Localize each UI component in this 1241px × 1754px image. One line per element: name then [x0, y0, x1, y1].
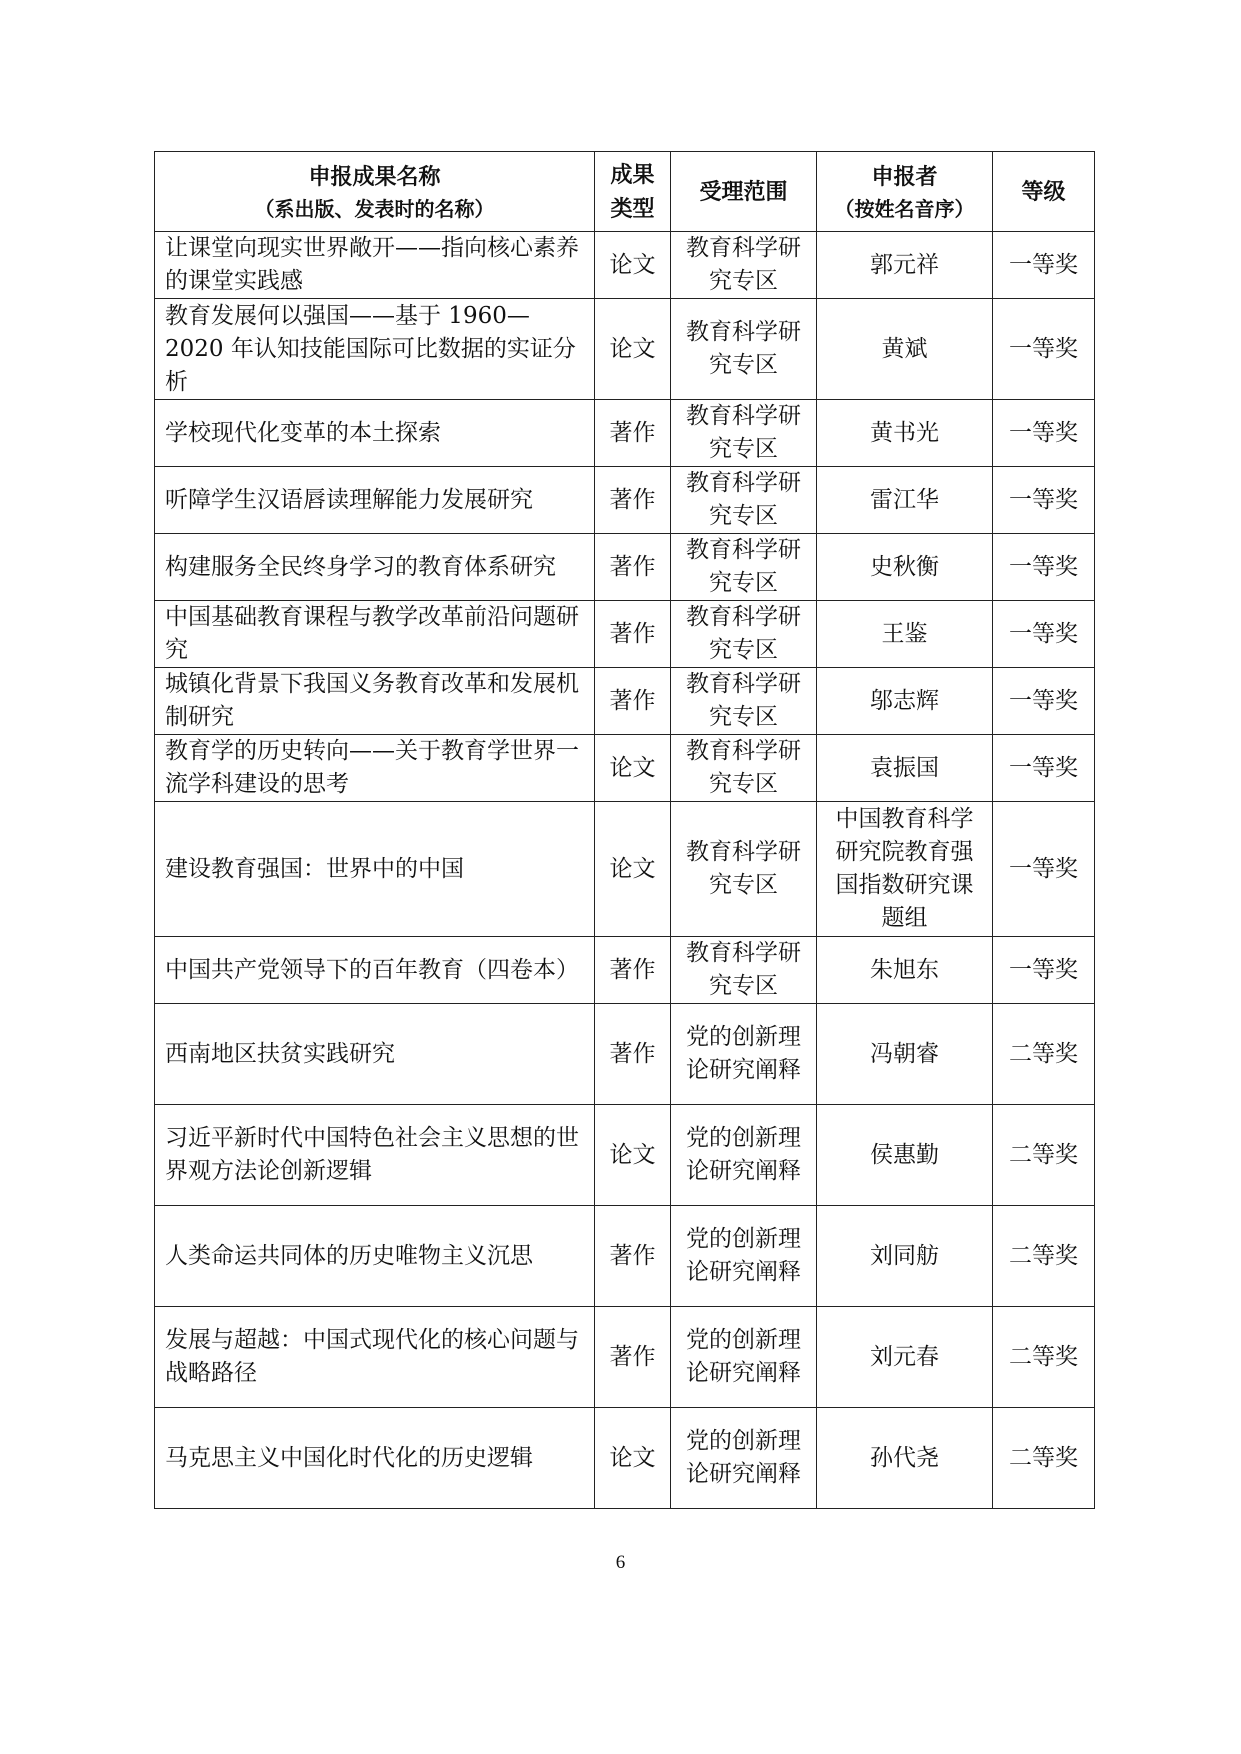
- header-type: [595, 152, 671, 232]
- acceptance-scope: 教育科学研究专区: [671, 467, 817, 534]
- applicant-name: 郭元祥: [817, 232, 993, 299]
- table-row: [155, 1408, 1095, 1509]
- result-type: 著作: [595, 400, 671, 467]
- table-row: [155, 802, 1095, 937]
- result-title: 发展与超越：中国式现代化的核心问题与战略路径: [155, 1307, 595, 1408]
- award-grade: 二等奖: [993, 1206, 1095, 1307]
- result-title: 人类命运共同体的历史唯物主义沉思: [155, 1206, 595, 1307]
- result-type: 论文: [595, 1105, 671, 1206]
- award-grade: 一等奖: [993, 937, 1095, 1004]
- applicant-name: 冯朝睿: [817, 1004, 993, 1105]
- applicant-name: 朱旭东: [817, 937, 993, 1004]
- award-grade: 一等奖: [993, 668, 1095, 735]
- result-type: 论文: [595, 802, 671, 937]
- table-row: [155, 1206, 1095, 1307]
- acceptance-scope: 教育科学研究专区: [671, 668, 817, 735]
- table-row: [155, 400, 1095, 467]
- award-grade: 一等奖: [993, 467, 1095, 534]
- award-grade: 一等奖: [993, 400, 1095, 467]
- header-title: [155, 152, 595, 232]
- result-title: 听障学生汉语唇读理解能力发展研究: [155, 467, 595, 534]
- result-title: 中国基础教育课程与教学改革前沿问题研究: [155, 601, 595, 668]
- table-row: [155, 601, 1095, 668]
- award-grade: 一等奖: [993, 601, 1095, 668]
- acceptance-scope: 教育科学研究专区: [671, 232, 817, 299]
- acceptance-scope: 教育科学研究专区: [671, 400, 817, 467]
- applicant-name: 黄斌: [817, 299, 993, 400]
- result-type: 论文: [595, 299, 671, 400]
- result-type: 著作: [595, 534, 671, 601]
- applicant-name: 孙代尧: [817, 1408, 993, 1509]
- header-applicant-main: 申报者: [871, 163, 938, 190]
- result-type: 论文: [595, 1408, 671, 1509]
- applicant-name: 中国教育科学研究院教育强国指数研究课题组: [817, 802, 993, 937]
- applicant-name: 刘同舫: [817, 1206, 993, 1307]
- result-title: 教育发展何以强国——基于 1960—2020 年认知技能国际可比数据的实证分析: [155, 299, 595, 400]
- table-row: [155, 1004, 1095, 1105]
- result-type: 著作: [595, 1206, 671, 1307]
- table-row: [155, 668, 1095, 735]
- award-grade: 二等奖: [993, 1408, 1095, 1509]
- result-title: 西南地区扶贫实践研究: [155, 1004, 595, 1105]
- result-type: 著作: [595, 668, 671, 735]
- result-title: 构建服务全民终身学习的教育体系研究: [155, 534, 595, 601]
- result-title: 建设教育强国：世界中的中国: [155, 802, 595, 937]
- applicant-name: 侯惠勤: [817, 1105, 993, 1206]
- award-grade: 一等奖: [993, 232, 1095, 299]
- page-number: 6: [615, 1552, 626, 1573]
- applicant-name: 邬志辉: [817, 668, 993, 735]
- result-title: 城镇化背景下我国义务教育改革和发展机制研究: [155, 668, 595, 735]
- awards-table: [154, 151, 1095, 1509]
- acceptance-scope: 教育科学研究专区: [671, 802, 817, 937]
- table-header-row: [155, 152, 1095, 232]
- acceptance-scope: 党的创新理论研究阐释: [671, 1105, 817, 1206]
- award-grade: 一等奖: [993, 802, 1095, 937]
- result-type: 著作: [595, 1004, 671, 1105]
- header-applicant-sub: （按姓名音序）: [834, 196, 975, 221]
- award-grade: 二等奖: [993, 1004, 1095, 1105]
- result-type: 论文: [595, 232, 671, 299]
- acceptance-scope: 教育科学研究专区: [671, 299, 817, 400]
- award-grade: 二等奖: [993, 1307, 1095, 1408]
- applicant-name: 雷江华: [817, 467, 993, 534]
- table-row: [155, 1307, 1095, 1408]
- result-title: 中国共产党领导下的百年教育（四卷本）: [155, 937, 595, 1004]
- header-type-line2: 类型: [610, 195, 655, 222]
- result-type: 著作: [595, 601, 671, 668]
- award-grade: 一等奖: [993, 735, 1095, 802]
- table-row: [155, 232, 1095, 299]
- applicant-name: 袁振国: [817, 735, 993, 802]
- result-type: 著作: [595, 937, 671, 1004]
- applicant-name: 刘元春: [817, 1307, 993, 1408]
- acceptance-scope: 党的创新理论研究阐释: [671, 1206, 817, 1307]
- result-type: 论文: [595, 735, 671, 802]
- award-grade: 二等奖: [993, 1105, 1095, 1206]
- table-row: [155, 467, 1095, 534]
- acceptance-scope: 教育科学研究专区: [671, 735, 817, 802]
- table-row: [155, 299, 1095, 400]
- table-row: [155, 937, 1095, 1004]
- result-title: 学校现代化变革的本土探索: [155, 400, 595, 467]
- table-row: [155, 735, 1095, 802]
- table-row: [155, 1105, 1095, 1206]
- acceptance-scope: 教育科学研究专区: [671, 601, 817, 668]
- applicant-name: 王鉴: [817, 601, 993, 668]
- award-grade: 一等奖: [993, 299, 1095, 400]
- header-title-main: 申报成果名称: [308, 163, 441, 190]
- header-title-sub: （系出版、发表时的名称）: [254, 196, 495, 221]
- header-scope: 受理范围: [671, 152, 817, 232]
- header-type-line1: 成果: [610, 161, 655, 188]
- result-type: 著作: [595, 1307, 671, 1408]
- result-title: 习近平新时代中国特色社会主义思想的世界观方法论创新逻辑: [155, 1105, 595, 1206]
- header-grade: 等级: [993, 152, 1095, 232]
- header-applicant: [817, 152, 993, 232]
- result-title: 马克思主义中国化时代化的历史逻辑: [155, 1408, 595, 1509]
- result-type: 著作: [595, 467, 671, 534]
- applicant-name: 史秋衡: [817, 534, 993, 601]
- award-grade: 一等奖: [993, 534, 1095, 601]
- acceptance-scope: 教育科学研究专区: [671, 937, 817, 1004]
- result-title: 教育学的历史转向——关于教育学世界一流学科建设的思考: [155, 735, 595, 802]
- acceptance-scope: 党的创新理论研究阐释: [671, 1004, 817, 1105]
- result-title: 让课堂向现实世界敞开——指向核心素养的课堂实践感: [155, 232, 595, 299]
- acceptance-scope: 党的创新理论研究阐释: [671, 1408, 817, 1509]
- applicant-name: 黄书光: [817, 400, 993, 467]
- acceptance-scope: 教育科学研究专区: [671, 534, 817, 601]
- table-row: [155, 534, 1095, 601]
- acceptance-scope: 党的创新理论研究阐释: [671, 1307, 817, 1408]
